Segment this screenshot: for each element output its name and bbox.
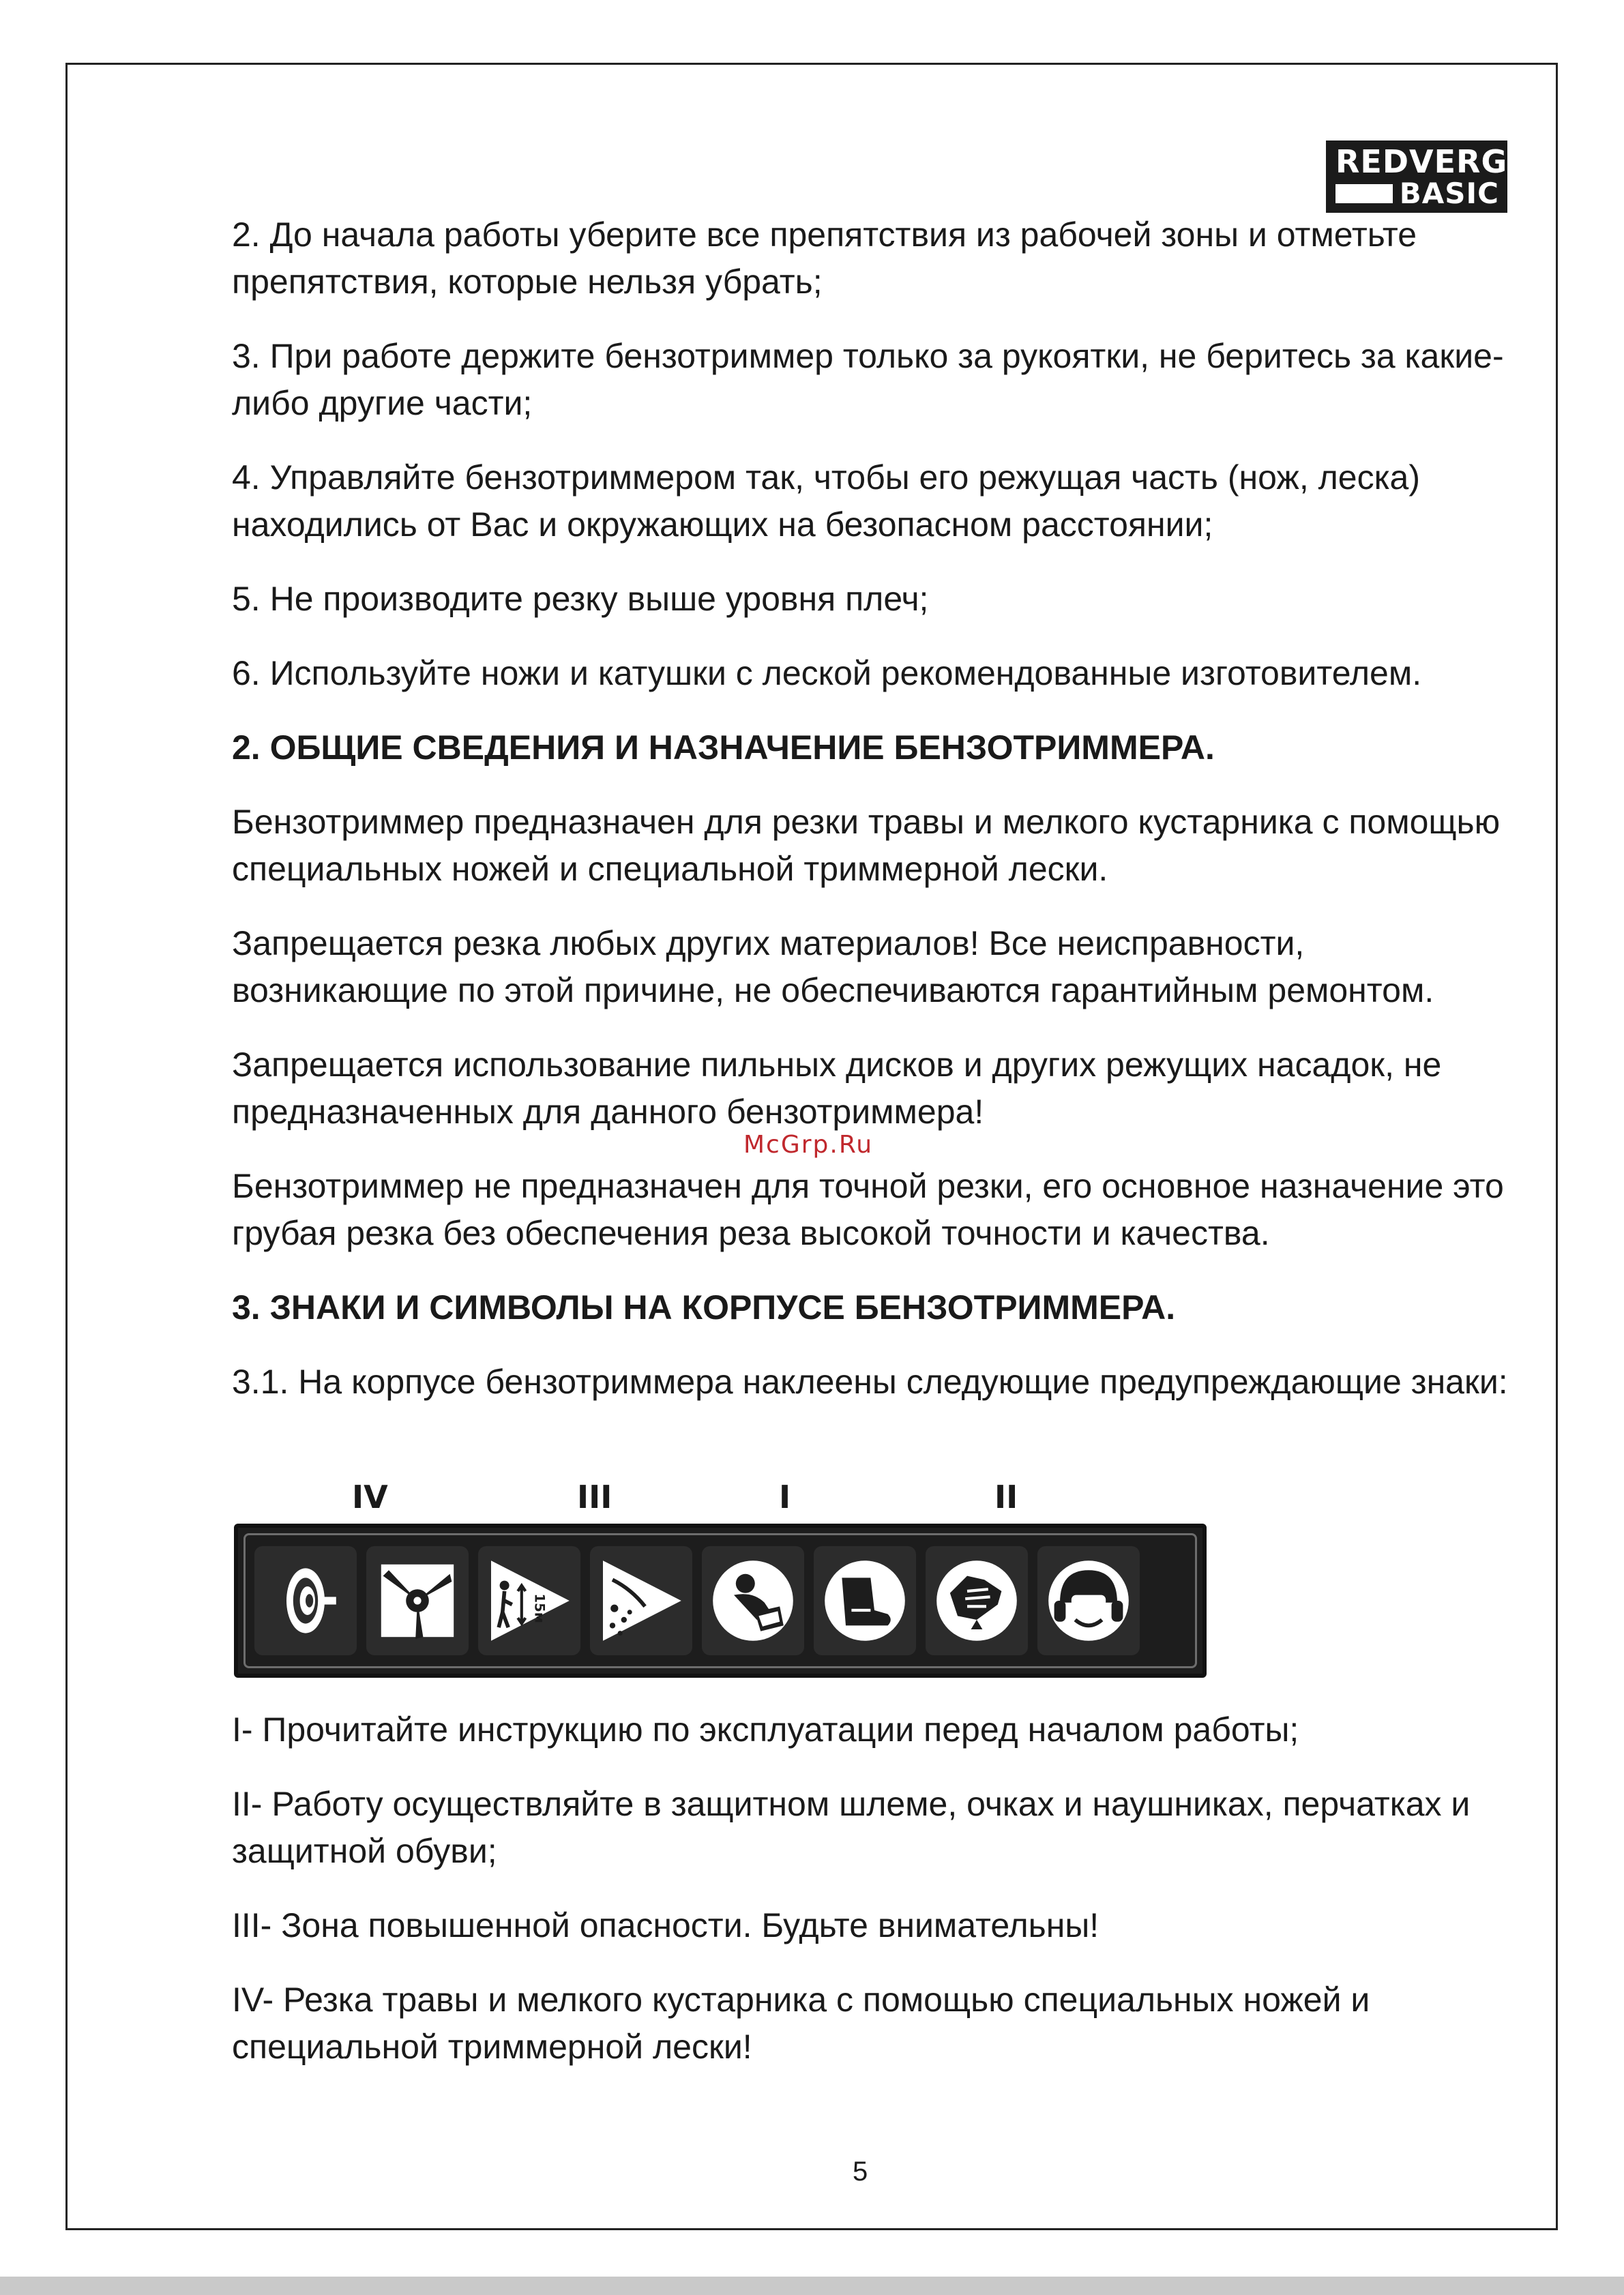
page-number: 5 [853,2157,868,2187]
paragraph: Бензотриммер не предназначен для точной резки, его основное назначение это грубая резка без обеспечения реза высокой точности и качества. [232,1167,1504,1252]
logo-bar [1335,184,1393,203]
marker-i: I [779,1479,791,1515]
paragraph: 2. До начала работы уберите все препятствия из рабочей зоны и отметьте препятствия, которые нельзя убрать; [232,216,1417,301]
marker-ii: II [994,1479,1018,1515]
paragraph: Запрещается использование пильных дисков и других режущих насадок, не предназначенных для данного бензотриммера! [232,1046,1442,1131]
sign-trimmer-spool [254,1546,357,1655]
marker-iii: III [577,1479,612,1515]
brand-logo [1326,140,1507,213]
sign-flying-debris [590,1546,692,1655]
helmet-goggles-earmuffs-icon [1041,1553,1136,1648]
legend-item-iv: IV- Резка травы и мелкого кустарника с помощью специальных ножей и специальной триммерной лески! [232,1981,1370,2066]
paragraph: 5. Не производите резку выше уровня плеч; [232,580,929,618]
legend-item-iii: III- Зона повышенной опасности. Будьте внимательны! [232,1906,1099,1944]
protective-gloves-icon [929,1553,1024,1648]
trimmer-spool-icon [258,1553,353,1648]
read-manual-icon [705,1553,801,1648]
section-heading-3: 3. ЗНАКИ И СИМВОЛЫ НА КОРПУСЕ БЕНЗОТРИММЕРА. [232,1288,1176,1327]
sign-protective-boots [814,1546,916,1655]
sign-read-manual [702,1546,804,1655]
bottom-band [0,2277,1624,2295]
sign-distance-label: 15м [531,1593,548,1623]
paragraph: 4. Управляйте бензотриммером так, чтобы его режущая часть (нож, леска) находились от Вас и окружающих на безопасном расстоянии; [232,458,1421,544]
paragraph: 3.1. На корпусе бензотриммера наклеены следующие предупреждающие знаки: [232,1363,1508,1401]
sign-protective-gloves [926,1546,1028,1655]
watermark: McGrp.Ru [743,1131,874,1159]
flying-debris-icon [593,1553,689,1648]
danger-zone-15m-icon [482,1553,577,1648]
legend-item-i: I- Прочитайте инструкцию по эксплуатации перед началом работы; [232,1711,1299,1749]
sign-danger-zone [478,1546,580,1655]
logo-line1: REDVERG [1335,143,1508,180]
three-tooth-blade-icon [370,1553,465,1648]
paragraph: 6. Используйте ножи и катушки с леской рекомендованные изготовителем. [232,654,1422,692]
logo-line2: BASIC [1399,177,1499,210]
sign-blade [366,1546,469,1655]
legend-item-ii: II- Работу осуществляйте в защитном шлеме, очках и наушниках, перчатках и защитной обуви; [232,1785,1471,1870]
paragraph: 3. При работе держите бензотриммер только за рукоятки, не беритесь за какие-либо другие части; [232,337,1504,422]
marker-iv: IV [352,1479,388,1515]
sign-legend [232,1706,1514,2098]
paragraph: Запрещается резка любых других материалов! Все неисправности, возникающие по этой причине, не обеспечиваются гарантийным ремонтом. [232,924,1434,1009]
protective-boots-icon [817,1553,913,1648]
warning-sign-strip [234,1524,1207,1678]
section-heading-2: 2. ОБЩИЕ СВЕДЕНИЯ И НАЗНАЧЕНИЕ БЕНЗОТРИММЕРА. [232,728,1215,767]
paragraph: Бензотриммер предназначен для резки травы и мелкого кустарника с помощью специальных ножей и специальной триммерной лески. [232,803,1501,888]
main-content [232,211,1514,1433]
sign-helmet-goggles [1037,1546,1140,1655]
